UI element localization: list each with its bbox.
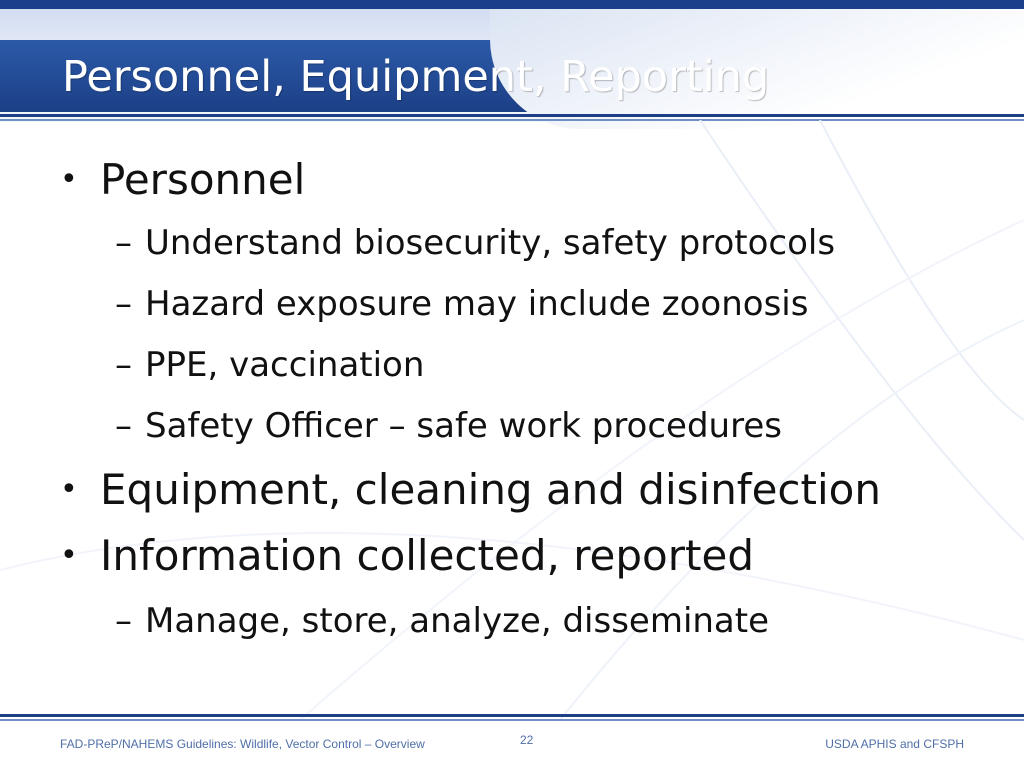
footer-organization: USDA APHIS and CFSPH xyxy=(825,737,964,751)
bullet-marker: • xyxy=(60,538,78,573)
bullet-text: Personnel xyxy=(100,155,306,204)
bullet-item xyxy=(60,460,980,520)
bullet-item xyxy=(60,526,980,586)
sub-bullet-text: Manage, store, analyze, disseminate xyxy=(145,601,770,641)
sub-bullet-item xyxy=(115,400,995,452)
sub-bullet-marker: – xyxy=(115,345,132,385)
footer-source: FAD-PReP/NAHEMS Guidelines: Wildlife, Vector Control – Overview xyxy=(60,737,425,751)
sub-bullet-text: Understand biosecurity, safety protocols xyxy=(145,223,836,263)
bullet-item xyxy=(60,150,960,210)
page-number: 22 xyxy=(520,733,534,747)
sub-bullet-item xyxy=(115,339,995,391)
sub-bullet-text: Hazard exposure may include zoonosis xyxy=(145,284,809,324)
sub-bullet-item xyxy=(115,595,995,647)
sub-bullet-text: Safety Officer – safe work procedures xyxy=(145,406,782,446)
bullet-text: Equipment, cleaning and disinfection xyxy=(100,465,881,514)
sub-bullet-marker: – xyxy=(115,284,132,324)
sub-bullet-marker: – xyxy=(115,406,132,446)
sub-bullet-item xyxy=(115,217,995,269)
bullet-marker: • xyxy=(60,162,78,197)
sub-bullet-text: PPE, vaccination xyxy=(145,345,425,385)
slide-title: Personnel, Equipment, Reporting xyxy=(62,52,770,102)
sub-bullet-item xyxy=(115,278,995,330)
bullet-text: Information collected, reported xyxy=(100,531,754,580)
sub-bullet-marker: – xyxy=(115,223,132,263)
sub-bullet-marker: – xyxy=(115,601,132,641)
bullet-marker: • xyxy=(60,472,78,507)
footer-divider xyxy=(0,714,1024,717)
footer-divider-accent xyxy=(0,719,1024,721)
